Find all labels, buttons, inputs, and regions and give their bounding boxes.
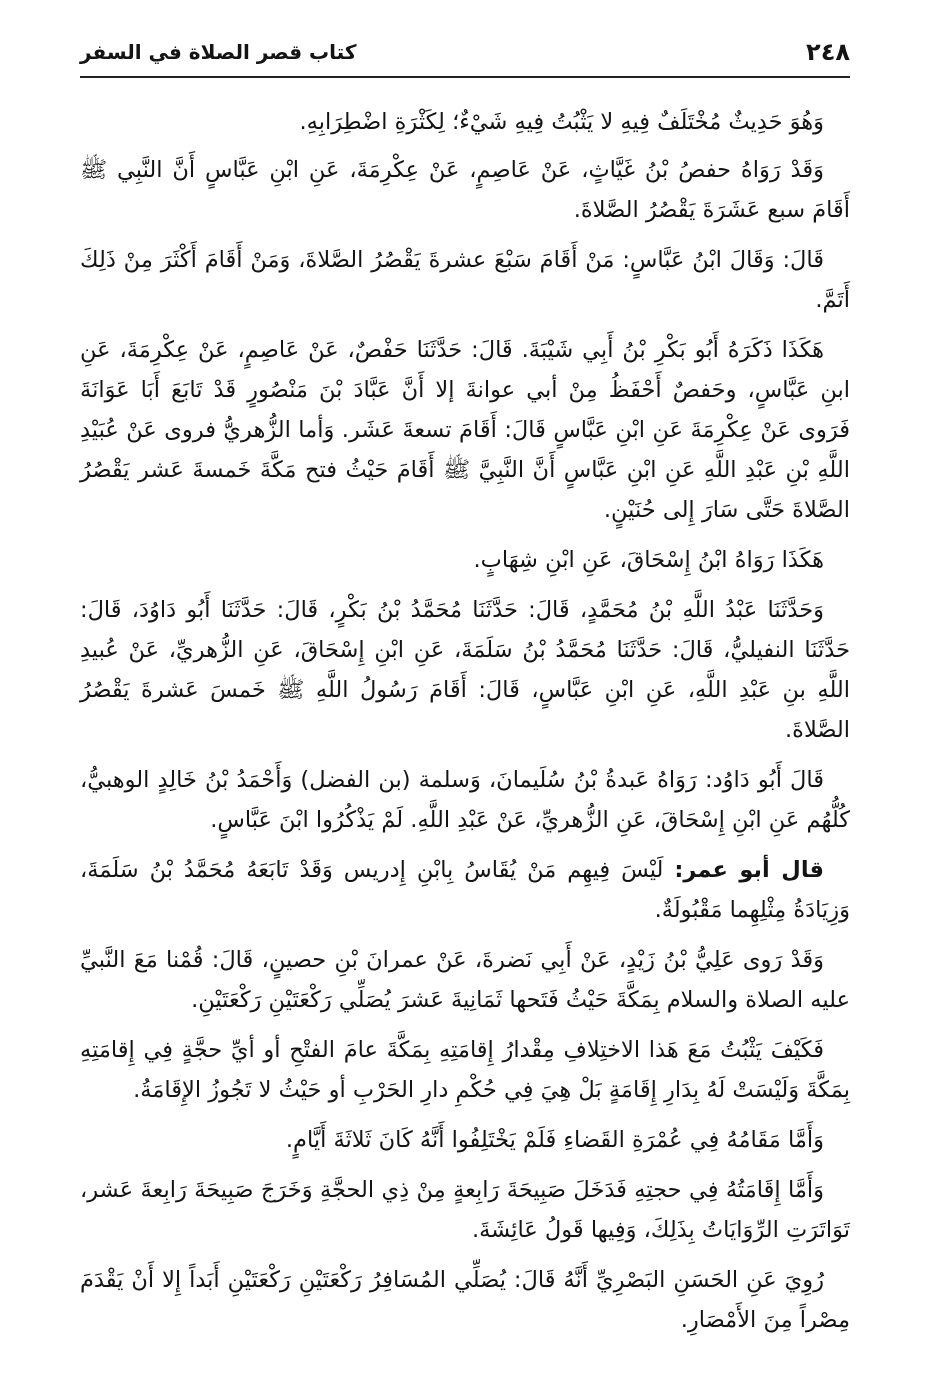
paragraph-11 [80, 1120, 850, 1160]
paragraph-7 [80, 760, 850, 840]
page-header [80, 30, 850, 78]
paragraph-text: هَكَذَا ذَكَرَهُ أَبُو بَكْرِ بْنُ أَبِي شَيْبَةَ. قَالَ: حَدَّثَنَا حَفْصٌ، عَنْ عَاصِمٍ، عَنْ عِكْرِمَةَ، عَنِ ابنِ عَبَّاسٍ، وحَفصٌ أَحْفَظُ مِنْ أبي عوانةَ إلا أَنَّ عَبَّادَ بْنَ مَنْصُورٍ قَدْ تَابَعَ أَبَا عَوَانَةَ فَرَوى عَنْ عِكْرِمَةَ عَنِ ابْنِ عَبَّاسٍ قَالَ: أَقَامَ تسعةَ عَشَر. وَأما الزُّهريُّ فروى عَنْ عُبَيْدِ اللَّهِ بْنِ عَبْدِ اللَّهِ عَنِ ابْنِ عَبَّاسٍ أَنَّ النَّبِيَّ ﷺ أَقَامَ حَيْثُ فتح مَكَّةَ خَمسةَ عَشر يَقْصُرُ الصَّلاةَ حَتَّى سَارَ إِلى حُنَيْنٍ. [80, 337, 850, 523]
page-number: ٢٤٨ [806, 38, 850, 66]
book-page [80, 30, 850, 1350]
paragraph-text: لَيْسَ فِيهِم مَنْ يُقَاسُ بِابْنِ إِدريس وَقَدْ تَابَعَهُ مُحَمَّدُ بْنُ سَلَمَةَ، وَزِيَادَةُ مِثْلِهِما مَقْبُولَةٌ. [80, 857, 850, 923]
paragraph-8 [80, 850, 850, 930]
paragraph-12 [80, 1170, 850, 1250]
paragraph-4 [80, 330, 850, 530]
paragraph-text: وَحَدَّثَنَا عَبْدُ اللَّهِ بْنُ مُحَمَّدٍ، قَالَ: حَدَّثَنَا مُحَمَّدُ بْنُ بَكْرٍ، قَالَ: حَدَّثَنَا أَبُو دَاوُدَ، قَالَ: حَدَّثَنَا النفيليُّ، قَالَ: حَدَّثَنَا مُحَمَّدُ بْنُ سَلَمَةَ، عَنِ ابْنِ إِسْحَاقَ، عَنِ الزُّهريِّ، عَنْ عُبيدِ اللَّهِ بنِ عَبْدِ اللَّهِ، عَنِ ابْنِ عَبَّاسٍ، قَالَ: أَقَامَ رَسُولُ اللَّهِ ﷺ خَمسَ عَشرةَ يَقْصُرُ الصَّلاةَ. [80, 597, 850, 743]
paragraph-text: وَأَمَّا مَقَامُهُ فِي عُمْرَةِ القَضاءِ فَلَمْ يَخْتَلِفُوا أَنَّهُ كَانَ ثَلاثَةَ أَيَّامٍ. [285, 1127, 824, 1153]
paragraph-text: وَقَدْ رَوى عَلِيُّ بْنُ زَيْدٍ، عَنْ أَبِي نَضرةَ، عَنْ عمرانَ بْنِ حصينٍ، قَالَ: قُمْنا مَعَ النَّبيِّ عليه الصلاة والسلام بِمَكَّةَ حَيْثُ فَتَحها ثَمَانِيةَ عَشرَ يُصَلِّي رَكْعَتَيْنِ رَكْعَتَيْنِ. [80, 947, 850, 1013]
paragraph-text: قَالَ: وَقَالَ ابْنُ عَبَّاسٍ: مَنْ أَقَامَ سَبْعَ عشرةَ يَقْصُرُ الصَّلاةَ، وَمَنْ أَقَامَ أَكْثَرَ مِنْ ذَلِكَ أَتَمَّ. [80, 247, 850, 313]
paragraph-text: فَكَيْفَ يَثْبُتُ مَعَ هَذا الاختِلافِ مِقْدارُ إِقامَتِهِ بِمَكَّةَ عامَ الفتْحِ أو أيِّ حجَّةٍ فِي إِقامَتِهِ بِمَكَّةَ وَلَيْسَتْ لَهُ بِدَارِ إِقَامَةٍ بَلْ هِيَ فِي حُكْمِ دارِ الحَرْبِ أو حَيْثُ لا تَجُوزُ الإِقَامَةُ. [80, 1037, 850, 1103]
paragraph-9 [80, 940, 850, 1020]
paragraph-13 [80, 1260, 850, 1340]
paragraph-5 [80, 540, 850, 580]
paragraph-text: وَهُوَ حَدِيثٌ مُخْتَلَفٌ فِيهِ لا يَثْبُتُ فِيهِ شَيْءٌ؛ لِكَثْرَةِ اضْطِرَابِهِ. [299, 109, 824, 135]
paragraph-text: وَأَمَّا إِقَامَتُهُ فِي حجتِهِ فَدَخَلَ صَبِيحَةَ رَابِعةٍ مِنْ ذِي الحجَّةِ وَخَرَجَ صَبِيحَةَ رَابِعةَ عَشر، تَوَاتَرَتِ الرِّوَايَاتُ بِذَلِكَ، وَفِيها قَولُ عَائِشَةَ. [80, 1177, 850, 1243]
paragraph-2 [80, 150, 850, 230]
paragraph-3 [80, 240, 850, 320]
paragraph-text: وَقَدْ رَوَاهُ حفصُ بْنُ غَيَّاثٍ، عَنْ عَاصِمٍ، عَنْ عِكْرِمَةَ، عَنِ ابْنِ عَبَّاسٍ أَنَّ النَّبِي ﷺ أَقَامَ سبع عَشَرَةَ يَقْصُرُ الصَّلاةَ. [80, 157, 850, 223]
body-text [80, 102, 850, 1340]
paragraph-1 [80, 102, 850, 142]
paragraph-lead: قال أبو عمر: [674, 857, 825, 883]
paragraph-text: هَكَذَا رَوَاهُ ابْنُ إِسْحَاقَ، عَنِ ابْنِ شِهَابٍ. [473, 547, 824, 573]
running-title: كتاب قصر الصلاة في السفر [80, 40, 357, 64]
paragraph-text: رُوِيَ عَنِ الحَسَنِ البَصْرِيِّ أَنَّهُ قَالَ: يُصَلِّي المُسَافِرُ رَكْعَتَيْنِ رَكْعَتَيْنِ أَبَداً إِلا أَنْ يَقْدَمَ مِصْراً مِنَ الأَمْصَارِ. [80, 1267, 850, 1333]
paragraph-10 [80, 1030, 850, 1110]
paragraph-text: قَالَ أَبُو دَاوُد: رَوَاهُ عَبدةُ بْنُ سُلَيمانَ، وَسلمة (بن الفضل) وَأَحْمَدُ بْنُ خَالِدٍ الوهبيُّ، كُلُّهُم عَنِ ابْنِ إِسْحَاقَ، عَنِ الزُّهريِّ، عَنْ عَبْدِ اللَّهِ. لَمْ يَذْكُرُوا ابْنَ عَبَّاسٍ. [80, 767, 850, 833]
paragraph-6 [80, 590, 850, 750]
